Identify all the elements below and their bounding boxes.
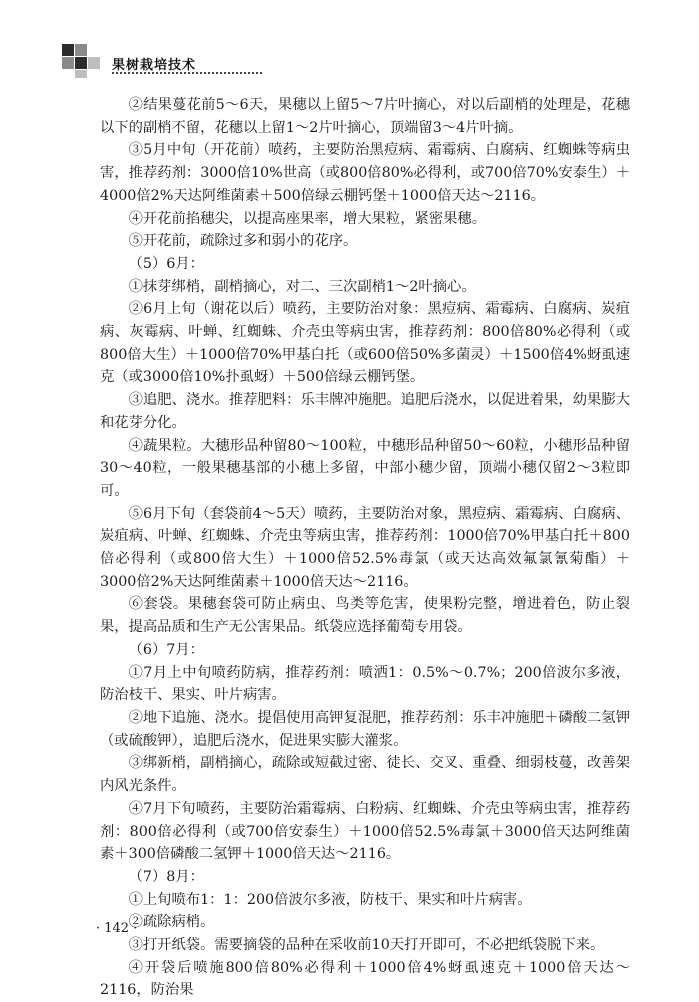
page-number: · 142 · [96,921,138,936]
header-logo-icon [62,44,102,78]
book-title: 果树栽培技术 [112,58,197,73]
paragraph: ⑤开花前，疏除过多和弱小的花序。 [128,233,358,250]
paragraph: ④开袋后喷施800倍80%必得利＋1000倍4%蚜虱速克＋1000倍天达～2116，防治果 [100,959,630,999]
paragraph: （5）6月： [128,255,204,272]
paragraph: ②地下追施、浇水。提倡使用高钾复混肥，推荐药剂：乐丰冲施肥＋磷酸二氢钾（或硫酸钾），追肥后浇水，促进果实膨大灌浆。 [100,709,630,749]
paragraph: ②6月上旬（谢花以后）喷药，主要防治对象：黑痘病、霜霉病、白腐病、炭疽病、灰霉病、叶蝉、红蜘蛛、介壳虫等病虫害，推荐药剂：800倍80%必得利（或800倍大生）＋1000倍70%甲基白托（或600倍50%多菌灵）＋1500倍4%蚜虱速克（或3000倍10%扑虱蚜）＋500倍绿云棚钙堡。 [100,301,630,386]
paragraph: ②疏除病梢。 [128,914,215,931]
paragraph: ①7月上中旬喷药防病，推荐药剂：喷洒1：0.5%～0.7%；200倍波尔多液，防治枝干、果实、叶片病害。 [100,664,630,704]
paragraph: ③追肥、浇水。推荐肥料：乐丰牌冲施肥。追肥后浇水，以促进着果，幼果膨大和花芽分化。 [100,392,630,431]
paragraph: ③绑新梢，副梢摘心，疏除或短截过密、徒长、交叉、重叠、细弱枝蔓，改善架内风光条件。 [100,755,630,795]
paragraph: ④蔬果粒。大穗形品种留80～100粒，中穗形品种留50～60粒，小穗形品种留30～40粒，一般果穗基部的小穗上多留，中部小穗少留，顶端小穗仅留2～3粒即可。 [100,437,630,499]
paragraph: ④开花前掐穗尖，以提高座果率，增大果粒，紧密果穗。 [128,210,487,227]
paragraph: ⑤6月下旬（套袋前4～5天）喷药，主要防治对象，黑痘病、霜霉病、白腐病、炭疽病、叶蝉、红蜘蛛、介壳虫等病虫害，推荐药剂：1000倍70%甲基白托＋800倍必得利（或800倍大生）＋1000倍52.5%毒氯（或天达高效氟氯氰菊酯）＋3000倍2%天达阿维菌素＋1000倍天达～2116。 [100,505,630,590]
paragraph: ③打开纸袋。需要摘袋的品种在采收前10天打开即可，不必把纸袋脱下来。 [128,937,605,954]
header-rule [112,72,262,74]
paragraph: ①抹芽绑梢，副梢摘心，对二、三次副梢1～2叶摘心。 [128,278,476,295]
paragraph: ⑥套袋。果穗套袋可防止病虫、鸟类等危害，使果粉完整，增进着色，防止裂果，提高品质和生产无公害果品。纸袋应选择葡萄专用袋。 [100,596,630,636]
paragraph: ④7月下旬喷药，主要防治霜霉病、白粉病、红蜘蛛、介壳虫等病虫害，推荐药剂：800倍必得利（或700倍安泰生）＋1000倍52.5%毒氯＋3000倍天达阿维菌素＋300倍磷酸二氢钾＋1000倍天达～2116。 [100,800,630,863]
paragraph: （6）7月： [128,641,204,658]
paragraph: （7）8月： [128,868,204,885]
page-body [100,94,630,1002]
paragraph: ②结果蔓花前5～6天，果穗以上留5～7片叶摘心，对以后副梢的处理是，花穗以下的副梢不留，花穗以上留1～2片叶摘心，顶端留3～4片叶摘。 [100,97,630,136]
paragraph: ①上旬喷布1：1：200倍波尔多液，防枝干、果实和叶片病害。 [128,891,532,908]
paragraph: ③5月中旬（开花前）喷药，主要防治黑痘病、霜霉病、白腐病、红蜘蛛等病虫害，推荐药剂：3000倍10%世高（或800倍80%必得利，或700倍70%安泰生）＋4000倍2%天达阿维菌素＋500倍绿云棚钙堡＋1000倍天达～2116。 [100,142,630,204]
page-header [62,44,622,78]
